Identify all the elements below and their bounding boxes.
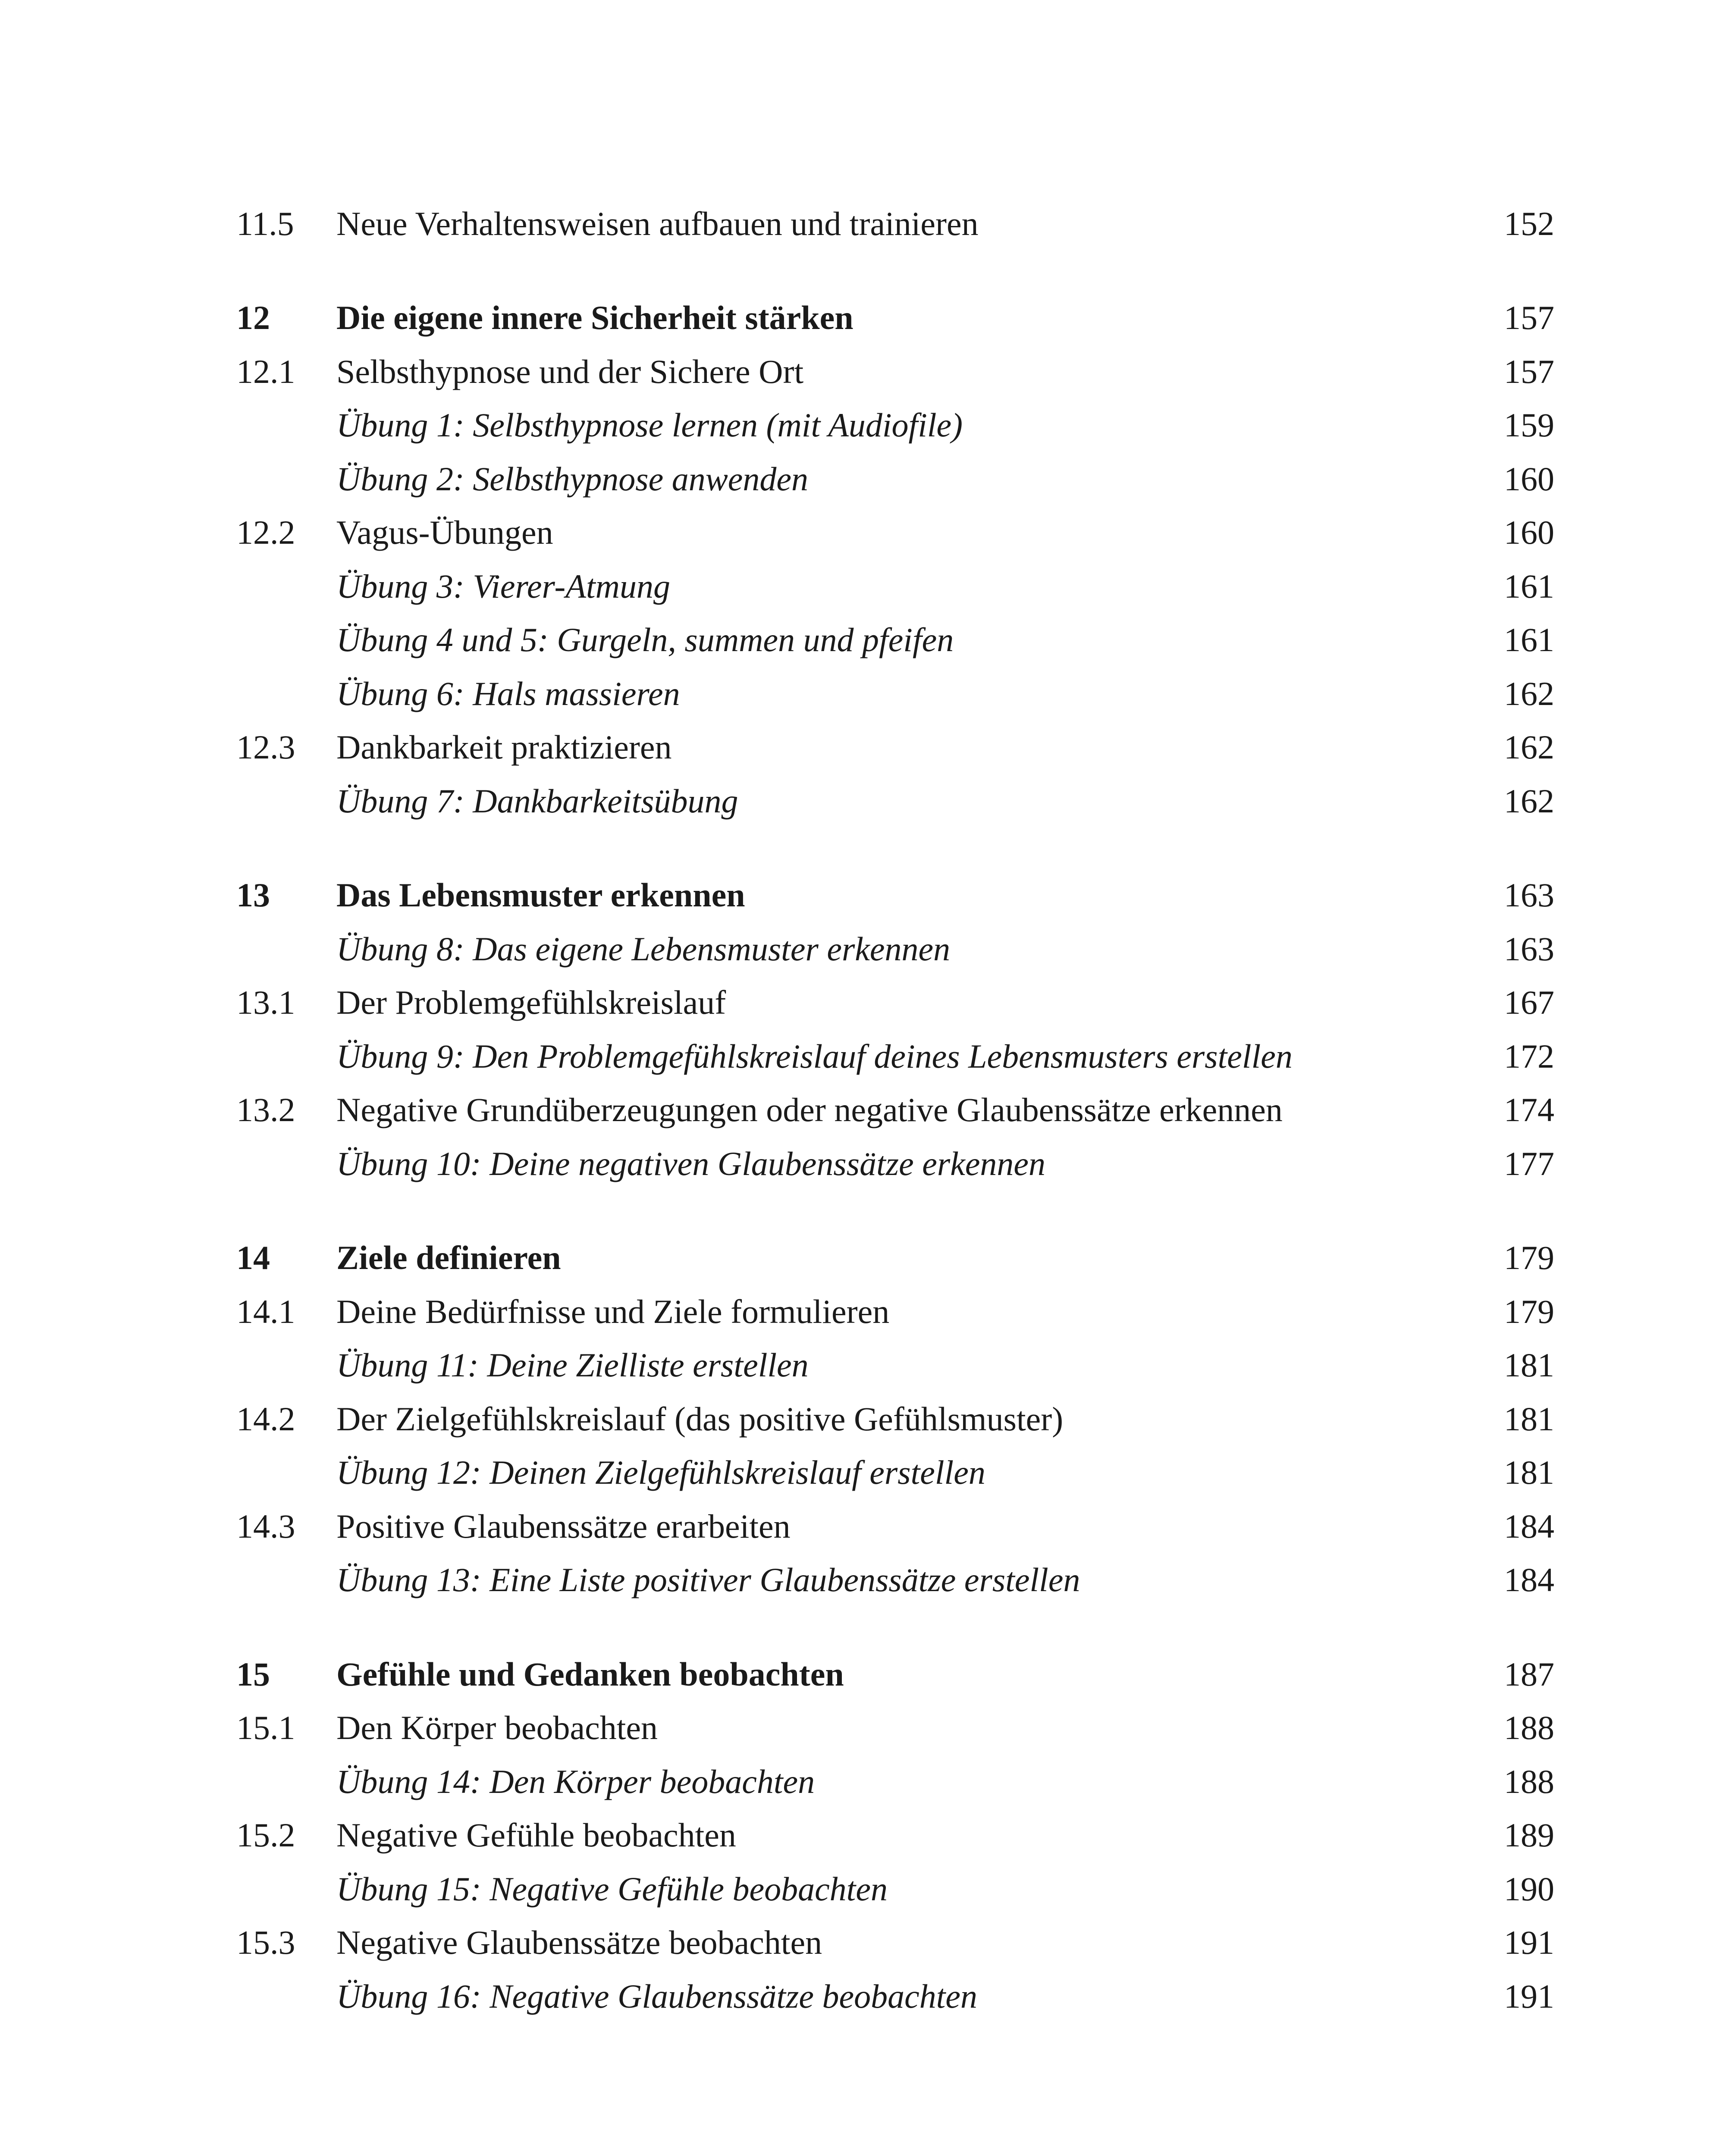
toc-chapter-entry (0, 868, 1732, 922)
toc-exercise-entry (0, 1445, 1732, 1499)
toc-section-entry (0, 1392, 1732, 1446)
entry-title: Übung 13: Eine Liste positiver Glaubenssätze erstellen (336, 1561, 1080, 1598)
entry-title: Übung 16: Negative Glaubenssätze beobachten (336, 1977, 978, 2015)
entry-number: 15 (236, 1655, 270, 1693)
entry-title: Dankbarkeit praktizieren (336, 728, 672, 766)
toc-exercise-entry (0, 1755, 1732, 1808)
toc-chapter-entry (0, 1231, 1732, 1285)
entry-page-number: 174 (1504, 1091, 1554, 1128)
entry-title: Neue Verhaltensweisen aufbauen und trainieren (336, 205, 979, 242)
entry-title: Übung 1: Selbsthypnose lernen (mit Audiofile) (336, 406, 963, 444)
toc-section-entry (0, 505, 1732, 559)
entry-title: Die eigene innere Sicherheit stärken (336, 299, 853, 336)
toc-exercise-entry (0, 667, 1732, 721)
entry-number: 13.2 (236, 1091, 295, 1128)
entry-title: Übung 7: Dankbarkeitsübung (336, 782, 738, 820)
entry-page-number: 163 (1504, 876, 1554, 914)
toc-section-entry (0, 197, 1732, 251)
entry-number: 15.2 (236, 1816, 295, 1854)
toc-exercise-entry (0, 774, 1732, 828)
toc-exercise-entry (0, 1862, 1732, 1916)
entry-title: Gefühle und Gedanken beobachten (336, 1655, 844, 1693)
entry-page-number: 167 (1504, 984, 1554, 1021)
entry-title: Selbsthypnose und der Sichere Ort (336, 353, 804, 390)
toc-section-entry (0, 1083, 1732, 1137)
entry-page-number: 160 (1504, 460, 1554, 498)
toc-section-entry (0, 345, 1732, 398)
entry-page-number: 160 (1504, 514, 1554, 551)
entry-page-number: 179 (1504, 1293, 1554, 1330)
entry-page-number: 161 (1504, 621, 1554, 658)
entry-title: Positive Glaubenssätze erarbeiten (336, 1507, 791, 1545)
entry-title: Negative Grundüberzeugungen oder negative Glaubenssätze erkennen (336, 1091, 1283, 1128)
entry-title: Negative Glaubenssätze beobachten (336, 1924, 822, 1961)
entry-page-number: 187 (1504, 1655, 1554, 1693)
entry-page-number: 161 (1504, 567, 1554, 605)
entry-number: 15.1 (236, 1709, 295, 1746)
entry-number: 12 (236, 299, 270, 336)
entry-title: Ziele definieren (336, 1239, 561, 1276)
entry-title: Übung 15: Negative Gefühle beobachten (336, 1870, 888, 1908)
toc-exercise-entry (0, 1553, 1732, 1607)
entry-title: Übung 10: Deine negativen Glaubenssätze erkennen (336, 1145, 1046, 1182)
toc-chapter-entry (0, 291, 1732, 345)
entry-number: 14.2 (236, 1400, 295, 1438)
entry-number: 13.1 (236, 984, 295, 1021)
entry-number: 12.2 (236, 514, 295, 551)
entry-number: 12.3 (236, 728, 295, 766)
entry-page-number: 181 (1504, 1400, 1554, 1438)
entry-number: 14 (236, 1239, 270, 1276)
entry-page-number: 190 (1504, 1870, 1554, 1908)
entry-title: Übung 8: Das eigene Lebensmuster erkennen (336, 930, 951, 968)
entry-page-number: 184 (1504, 1561, 1554, 1598)
toc-exercise-entry (0, 613, 1732, 667)
entry-number: 11.5 (236, 205, 294, 242)
toc-section-entry (0, 1285, 1732, 1338)
toc-chapter-entry (0, 1647, 1732, 1701)
toc-section-entry (0, 1808, 1732, 1862)
entry-page-number: 163 (1504, 930, 1554, 968)
toc-exercise-entry (0, 1137, 1732, 1191)
entry-page-number: 181 (1504, 1346, 1554, 1384)
entry-page-number: 188 (1504, 1763, 1554, 1800)
entry-title: Der Zielgefühlskreislauf (das positive Gefühlsmuster) (336, 1400, 1064, 1438)
entry-title: Übung 11: Deine Zielliste erstellen (336, 1346, 809, 1384)
toc-exercise-entry (0, 1338, 1732, 1392)
entry-title: Deine Bedürfnisse und Ziele formulieren (336, 1293, 890, 1330)
entry-page-number: 162 (1504, 675, 1554, 712)
entry-title: Übung 9: Den Problemgefühlskreislauf deines Lebensmusters erstellen (336, 1037, 1293, 1075)
entry-title: Übung 6: Hals massieren (336, 675, 680, 712)
entry-page-number: 159 (1504, 406, 1554, 444)
entry-number: 14.3 (236, 1507, 295, 1545)
entry-title: Übung 12: Deinen Zielgefühlskreislauf erstellen (336, 1454, 985, 1491)
entry-page-number: 157 (1504, 353, 1554, 390)
entry-title: Übung 2: Selbsthypnose anwenden (336, 460, 808, 498)
toc-exercise-entry (0, 1029, 1732, 1083)
toc-section-entry (0, 975, 1732, 1029)
entry-page-number: 188 (1504, 1709, 1554, 1746)
entry-page-number: 172 (1504, 1037, 1554, 1075)
entry-page-number: 191 (1504, 1924, 1554, 1961)
entry-page-number: 162 (1504, 782, 1554, 820)
entry-page-number: 157 (1504, 299, 1554, 336)
toc-section-entry (0, 1499, 1732, 1553)
entry-title: Übung 4 und 5: Gurgeln, summen und pfeifen (336, 621, 954, 658)
entry-number: 12.1 (236, 353, 295, 390)
toc-section-entry (0, 720, 1732, 774)
entry-page-number: 189 (1504, 1816, 1554, 1854)
entry-title: Übung 14: Den Körper beobachten (336, 1763, 815, 1800)
entry-page-number: 184 (1504, 1507, 1554, 1545)
entry-title: Der Problemgefühlskreislauf (336, 984, 726, 1021)
entry-page-number: 179 (1504, 1239, 1554, 1276)
entry-title: Negative Gefühle beobachten (336, 1816, 736, 1854)
entry-title: Übung 3: Vierer-Atmung (336, 567, 670, 605)
entry-number: 15.3 (236, 1924, 295, 1961)
toc-exercise-entry (0, 559, 1732, 613)
entry-number: 13 (236, 876, 270, 914)
entry-page-number: 191 (1504, 1977, 1554, 2015)
toc-section-entry (0, 1915, 1732, 1969)
entry-title: Vagus-Übungen (336, 514, 553, 551)
entry-page-number: 152 (1504, 205, 1554, 242)
entry-title: Das Lebensmuster erkennen (336, 876, 745, 914)
entry-number: 14.1 (236, 1293, 295, 1330)
toc-exercise-entry (0, 452, 1732, 506)
toc-exercise-entry (0, 1969, 1732, 2023)
entry-page-number: 177 (1504, 1145, 1554, 1182)
toc-exercise-entry (0, 398, 1732, 452)
toc-exercise-entry (0, 922, 1732, 976)
toc-section-entry (0, 1701, 1732, 1755)
entry-title: Den Körper beobachten (336, 1709, 658, 1746)
entry-page-number: 162 (1504, 728, 1554, 766)
entry-page-number: 181 (1504, 1454, 1554, 1491)
